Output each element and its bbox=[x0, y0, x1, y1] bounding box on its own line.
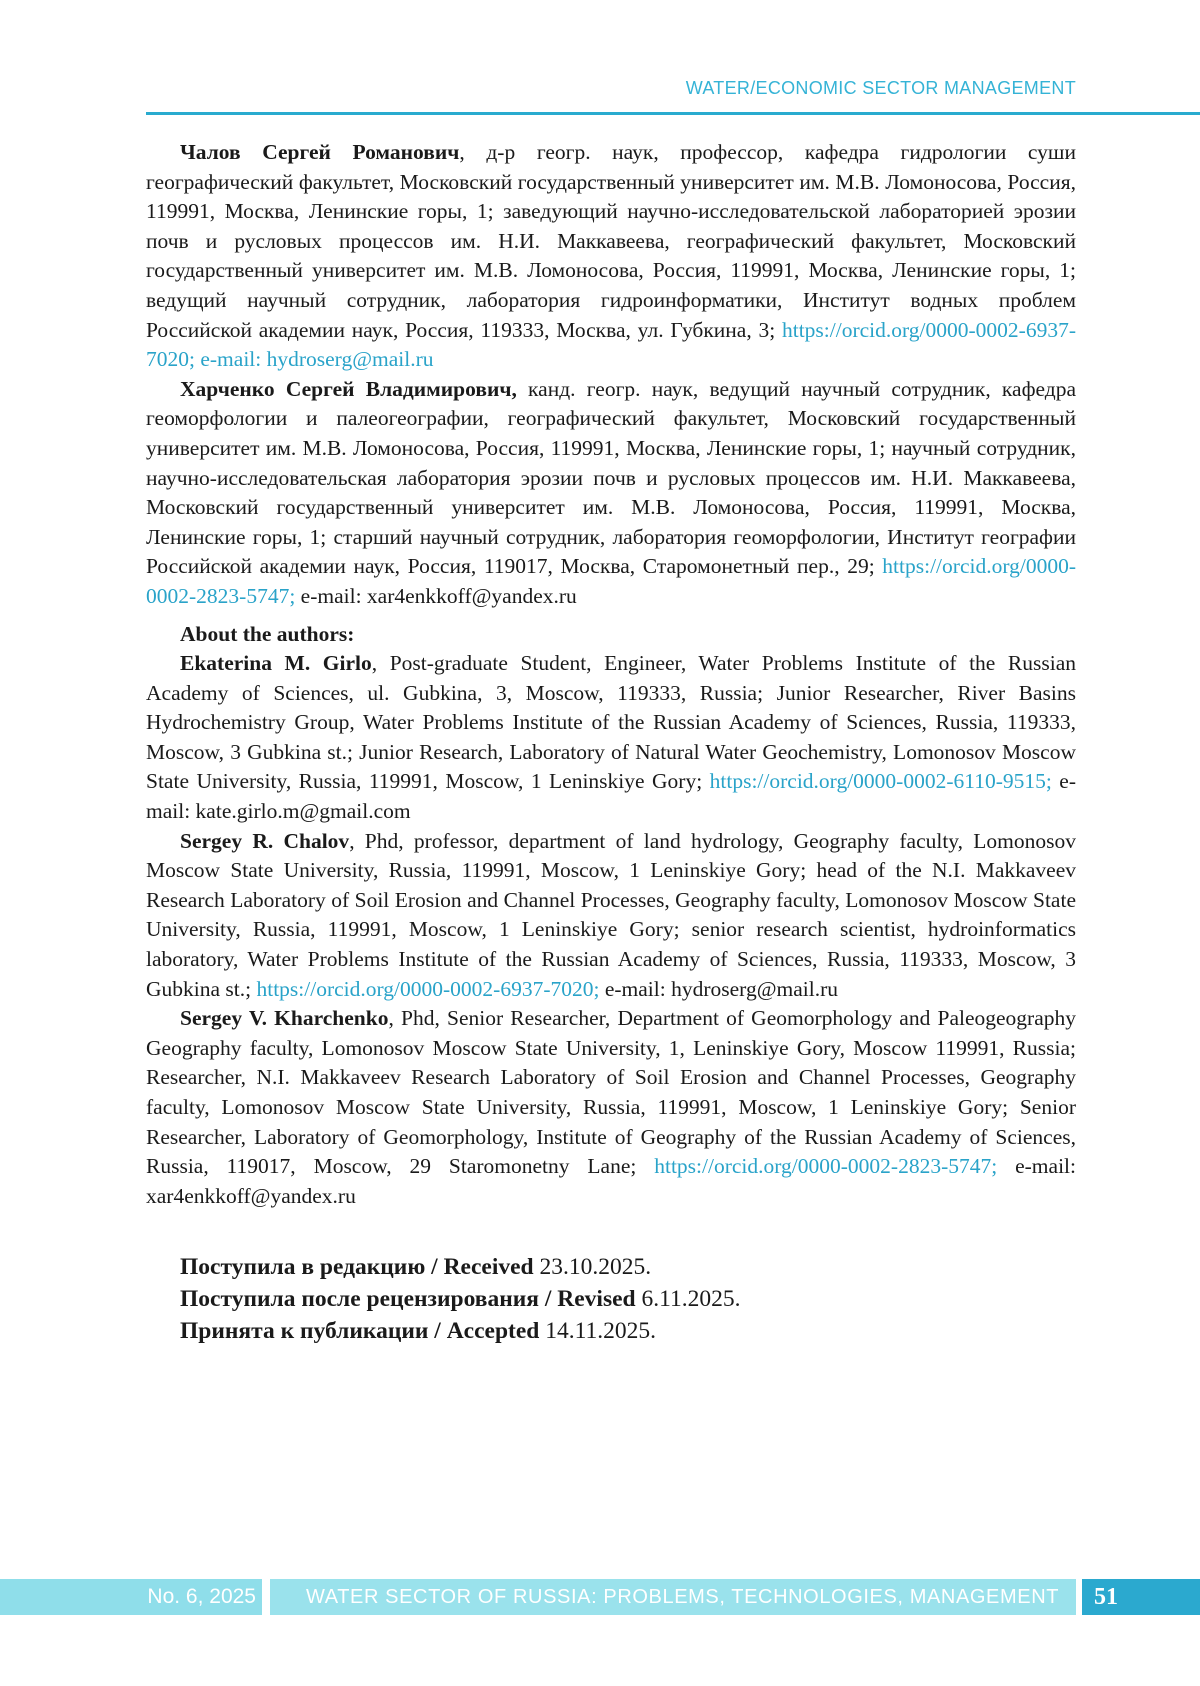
author-email: e-mail: hydroserg@mail.ru bbox=[599, 976, 838, 1001]
author-entry-en-2 bbox=[146, 827, 1076, 1005]
author-name: Ekaterina M. Girlo bbox=[180, 651, 372, 676]
author-name: Sergey R. Chalov bbox=[180, 828, 350, 853]
issue-box bbox=[0, 1579, 262, 1615]
author-email: e-mail: xar4enkkoff@yandex.ru bbox=[146, 1154, 1076, 1208]
orcid-link[interactable]: https://orcid.org/0000-0002-6937-7020; e-mail: hydroserg@mail.ru bbox=[146, 317, 1076, 372]
journal-title: WATER SECTOR OF RUSSIA: PROBLEMS, TECHNOLOGIES, MANAGEMENT bbox=[306, 1586, 1060, 1608]
date-value: 6.11.2025. bbox=[635, 1286, 741, 1313]
page-number: 51 bbox=[1082, 1579, 1200, 1615]
author-details: канд. геогр. наук, ведущий научный сотрудник, кафедра геоморфологии и палеогеографии, географический факультет, Московский государственный университет им. М.В. Ломоносова, Россия, 119991, Москва, Ленинские горы, 1; научный сотрудник, научно-исследовательская лаборатория эрозии почв и русловых процессов им. Н.И. Маккавеева, Московский государственный университет им. М.В. Ломоносова, Россия, 119991, Москва, Ленинские горы, 1; старший научный сотрудник, лаборатория геоморфологии, Институт географии Российской академии наук, Россия, 119017, Москва, Старомонетный пер., 29; bbox=[146, 376, 1076, 579]
date-received bbox=[146, 1251, 1076, 1283]
date-value: 23.10.2025. bbox=[533, 1254, 652, 1281]
author-name: Харченко Сергей Владимирович, bbox=[180, 376, 517, 401]
date-label: Принята к публикации / Accepted bbox=[180, 1318, 540, 1345]
journal-box bbox=[270, 1579, 1076, 1615]
about-authors-heading: About the authors: bbox=[180, 621, 355, 646]
author-entry-en-1 bbox=[146, 649, 1076, 827]
author-name: Чалов Сергей Романович bbox=[180, 140, 460, 164]
author-email: e-mail: kate.girlo.m@gmail.com bbox=[146, 769, 1076, 824]
date-revised bbox=[146, 1283, 1076, 1315]
section-title: WATER/ECONOMIC SECTOR MANAGEMENT bbox=[685, 78, 1076, 98]
author-info bbox=[146, 138, 1076, 1347]
author-details: , Phd, Senior Researcher, Department of Geomorphology and Paleogeography Geography faculty, Lomonosov Moscow State University, 1, Leninskiye Gory, Moscow 119991, Russia; Researcher, N.I. Makkaveev Research Laboratory of Soil Erosion and Channel Processes, Geography faculty, Lomonosov Moscow State University, Russia, 119991, Moscow, 1 Leninskiye Gory; Senior Researcher, Laboratory of Geomorphology, Institute of Geography of the Russian Academy of Sciences, Russia, 119017, Moscow, 29 Staromonetny Lane; bbox=[146, 1006, 1076, 1179]
orcid-link[interactable]: https://orcid.org/0000-0002-2823-5747; bbox=[654, 1154, 998, 1179]
date-value: 14.11.2025. bbox=[539, 1318, 657, 1345]
issue-number: No. 6, 2025 bbox=[147, 1585, 256, 1608]
date-label: Поступила после рецензирования / Revised bbox=[180, 1286, 636, 1313]
page-footer bbox=[0, 1579, 1200, 1615]
author-name: Sergey V. Kharchenko bbox=[180, 1006, 389, 1031]
author-details: , Phd, professor, department of land hydrology, Geography faculty, Lomonosov Moscow State University, Russia, 119991, Moscow, 1 Leninskiye Gory; head of the N.I. Makkaveev Research Laboratory of Soil Erosion and Channel Processes, Geography faculty, Lomonosov Moscow State University, Russia, 119991, Moscow, 1 Leninskiye Gory; senior research scientist, hydroinformatics laboratory, Water Problems Institute of the Russian Academy of Sciences, Russia, 119333, Moscow, 3 Gubkina st.; bbox=[146, 828, 1076, 1001]
orcid-link[interactable]: https://orcid.org/0000-0002-6937-7020; bbox=[256, 976, 600, 1001]
date-accepted bbox=[146, 1315, 1076, 1347]
author-details: , д-р геогр. наук, профессор, кафедра гидрологии суши географический факультет, Московский государственный университет им. М.В. Ломоносова, Россия, 119991, Москва, Ленинские горы, 1; заведующий научно-исследовательской лабораторией эрозии почв и русловых процессов им. Н.И. Маккавеева, географический факультет, Московский государственный университет им. М.В. Ломоносова, Россия, 119991, Москва, Ленинские горы, 1; ведущий научный сотрудник, лаборатория гидроинформатики, Институт водных проблем Российской академии наук, Россия, 119333, Москва, ул. Губкина, 3; bbox=[146, 140, 1076, 342]
footer-divider bbox=[262, 1579, 270, 1615]
date-label: Поступила в редакцию / Received bbox=[180, 1254, 534, 1281]
author-entry-ru-1 bbox=[146, 138, 1076, 375]
author-email: e-mail: xar4enkkoff@yandex.ru bbox=[295, 583, 577, 608]
orcid-link[interactable]: https://orcid.org/0000-0002-2823-5747; bbox=[146, 554, 1076, 608]
running-header bbox=[146, 78, 1200, 115]
author-entry-en-3 bbox=[146, 1004, 1076, 1211]
orcid-link[interactable]: https://orcid.org/0000-0002-6110-9515; bbox=[709, 769, 1052, 794]
article-dates bbox=[146, 1251, 1076, 1347]
author-entry-ru-2 bbox=[146, 375, 1076, 612]
author-details: , Post-graduate Student, Engineer, Water Problems Institute of the Russian Academy of Sciences, ul. Gubkina, 3, Moscow, 119333, Russia; Junior Researcher, River Basins Hydrochemistry Group, Water Problems Institute of the Russian Academy of Sciences, Russia, 119333, Moscow, 3 Gubkina st.; Junior Research, Laboratory of Natural Water Geochemistry, Lomonosov Moscow State University, Russia, 119991, Moscow, 1 Leninskiye Gory; bbox=[146, 651, 1076, 794]
